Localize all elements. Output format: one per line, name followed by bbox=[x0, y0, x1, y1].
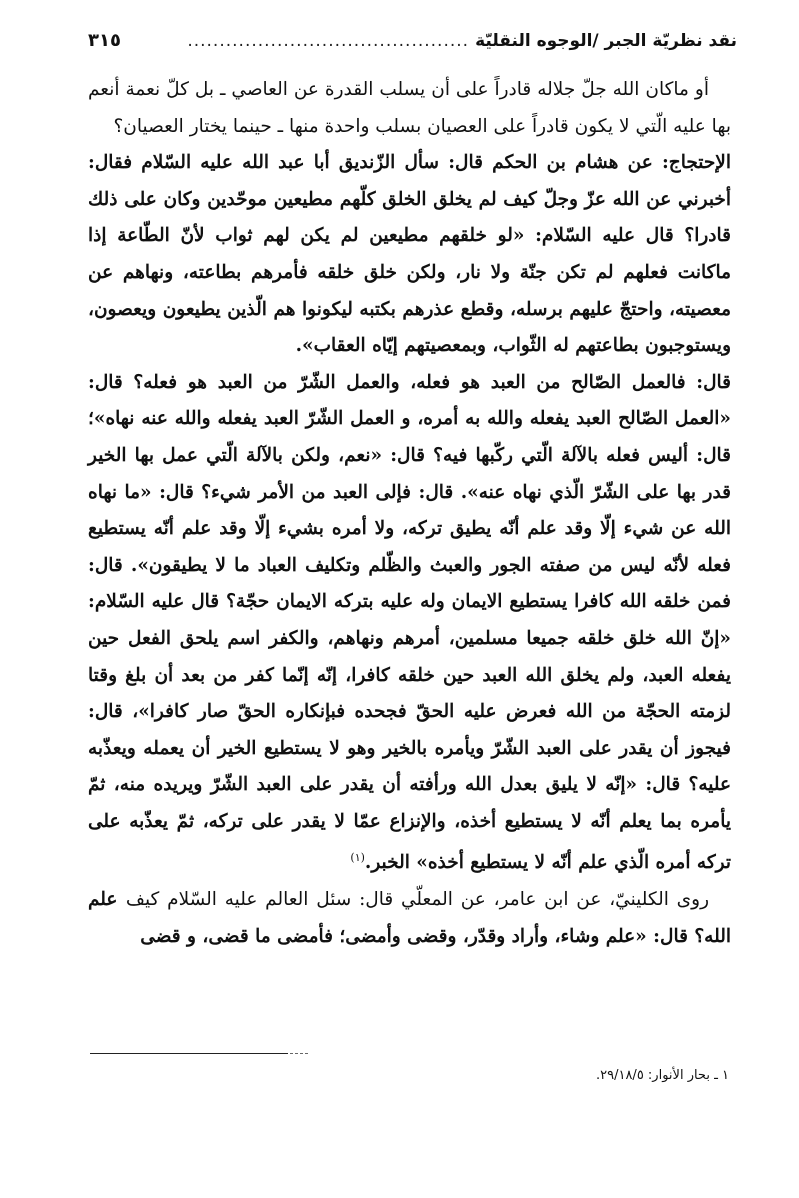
paragraph-body: قال: فالعمل الصّالح من العبد هو فعله، والعمل الشّرّ من العبد هو فعله؟ قال: «العمل الصّالح العبد يفعله والله به أمره، و العمل الشّرّ العبد يفعله والله عنه نهاه»؛ قال: أليس فعله بالآلة الّتي ركّبها فيه؟ قال: «نعم، ولكن بالآلة الّتي عمل بها الخير قدر بها على الشّرّ الّذي نهاه عنه». قال: فإلى العبد من الأمر شيء؟ قال: «ما نهاه الله عن شيء إلّا وقد علم أنّه يطيق تركه، ولا أمره بشيء إلّا وقد علم أنّه يستطيع فعله لأنّه ليس من صفته الجور والعبث والظّلم وتكليف العباد ما لا يطيقون». قال: فمن خلقه الله كافرا يستطيع الايمان وله عليه بتركه الايمان حجّة؟ قال عليه السّلام: «إنّ الله خلق خلقه جميعا مسلمين، أمرهم ونهاهم، والكفر اسم يلحق الفعل حين يفعله العبد، ولم يخلق الله العبد حين خلقه كافرا، إنّه إنّما كفر من بعد أن بلغ وقتا لزمته الحجّة من الله فعرض عليه الحقّ فجحده فبإنكاره الحقّ صار كافرا»، قال: فيجوز أن يقدر على العبد الشّرّ ويأمره بالخير وهو لا يستطيع الخير أن يعمله ويعذّبه عليه؟ قال: «إنّه لا يليق بعدل الله ورأفته أن يقدر على العبد الشّرّ ويريده منه، ثمّ يأمره بما يعلم أنّه لا يستطيع أخذه، والإنزاع عمّا لا يقدر على تركه، ثمّ يعذّبه على تركه أمره الّذي علم أنّه لا يستطيع أخذه» الخبر. bbox=[88, 371, 731, 874]
paragraph-body-normal: روى الكلينيّ، عن ابن عامر، عن المعلّي قال: سئل العالم عليه السّلام كيف bbox=[125, 889, 710, 911]
footnote-separator bbox=[90, 1053, 288, 1054]
paragraph-question: أو ماكان الله جلّ جلاله قادراً على أن يسلب القدرة عن العاصي ـ بل كلّ نعمة أنعم بها عليه الّتي لا يكون قادراً على العصيان بسلب واحدة منها ـ حينما يختار العصيان؟ bbox=[88, 79, 731, 137]
page-number: ٣١٥ bbox=[88, 30, 121, 51]
paragraph-dialogue bbox=[88, 365, 731, 882]
paragraph-lead: الإحتجاج: bbox=[661, 152, 731, 174]
paragraph-ihtijaj bbox=[88, 145, 731, 365]
paragraph-kulayni bbox=[88, 882, 731, 955]
page-header bbox=[88, 30, 737, 60]
main-text bbox=[88, 72, 731, 955]
footnote: ١ ـ بحار الأنوار: ٢٩/١٨/٥. bbox=[595, 1068, 729, 1083]
header-leader-dots: ............................................ bbox=[187, 31, 470, 51]
footnote-separator-dashes bbox=[290, 1053, 308, 1054]
paragraph-body-bold: علم الله؟ قال: «علم وشاء، وأراد وقدّر، وقضى وأمضى؛ فأمضى ما قضى، و قضى bbox=[88, 889, 731, 947]
running-title: نقد نظريّة الجبر /الوجوه النقليّة bbox=[475, 31, 737, 51]
footnote-reference: (١) bbox=[350, 851, 365, 865]
paragraph-body: عن هشام بن الحكم قال: سأل الزّنديق أبا عبد الله عليه السّلام فقال: أخبرني عن الله عزّ وجلّ كيف لم يخلق الخلق كلّهم مطيعين موحّدين وكان على ذلك قادرا؟ قال عليه السّلام: «لو خلقهم مطيعين لم يكن لهم ثواب لأنّ الطّاعة إذا ماكانت فعلهم لم تكن جنّة ولا نار، ولكن خلق خلقه فأمرهم بطاعته، ونهاهم عن معصيته، واحتجّ عليهم برسله، وقطع عذرهم بكتبه ليكونوا هم الّذين يطيعون ويعصون، ويستوجبون بطاعتهم له الثّواب، وبمعصيتهم إيّاه العقاب». bbox=[88, 152, 731, 357]
